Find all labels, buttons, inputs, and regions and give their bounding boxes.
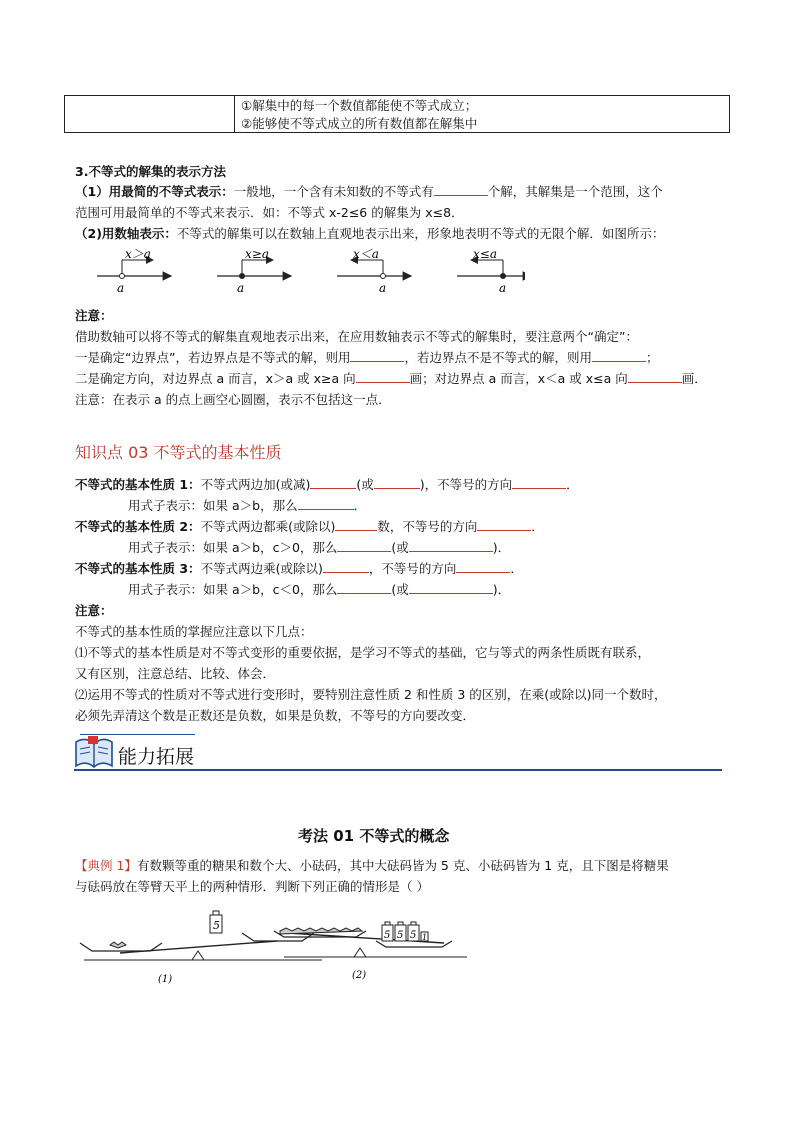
note1-l3b: 画；对边界点 a 而言，x＜a 或 x≤a 向: [409, 371, 628, 386]
prop2: [75, 517, 544, 535]
point-a: a: [379, 281, 387, 295]
prop3-c: ．: [510, 561, 523, 576]
fig1-label: (1): [158, 974, 173, 985]
blank: [477, 518, 531, 531]
number-line-ge: [217, 248, 291, 295]
weight-5g: [395, 922, 406, 941]
blank: [512, 476, 566, 489]
sec3-p1: [75, 182, 663, 200]
prop2-a: 不等式两边都乘(或除以): [200, 519, 336, 534]
label-ge: x≥a: [245, 248, 269, 261]
blank: [409, 539, 493, 552]
blank: [298, 497, 354, 510]
weight-5g: [382, 922, 393, 941]
prop1-a: 不等式两边加(或减): [200, 477, 311, 492]
number-line-gt: [97, 248, 171, 295]
note2-l1: 不等式的基本性质的掌握应注意以下几点：: [75, 624, 313, 639]
weight-label: 1: [422, 933, 428, 942]
number-line-lt: [337, 248, 411, 295]
prop3-formula-c: )．: [492, 582, 511, 597]
note1-l2c: ；: [645, 350, 659, 365]
blank: [337, 581, 391, 594]
prop2-formula: [128, 538, 510, 556]
book-icon: [74, 734, 114, 770]
note2-l3: 又有区别，注意总结、比较、体会．: [75, 666, 276, 681]
prop2-label: 不等式的基本性质 2：: [75, 519, 201, 534]
prop3: [75, 559, 523, 577]
note2-l5: 必须先弄清这个数是正数还是负数，如果是负数，不等号的方向要改变．: [75, 708, 476, 723]
prop2-formula-b: (或: [391, 540, 409, 555]
note1-l2b: ，若边界点不是不等式的解，则用: [404, 350, 592, 365]
sec3-p1-a: 一般地，一个含有未知数的不等式有: [233, 184, 434, 199]
note1-title: 注意：: [75, 308, 113, 323]
example-l2: 与砝码放在等臂天平上的两种情形．判断下列正确的情形是（ ）: [75, 879, 429, 894]
prop1: [75, 475, 579, 493]
prop1-formula-end: ．: [353, 498, 367, 513]
note2-title: 注意：: [75, 603, 113, 618]
note1-l2: [75, 348, 658, 366]
sec3-p1-label: （1）用最简的不等式表示：: [75, 184, 234, 199]
prop3-b: ，不等号的方向: [368, 561, 457, 576]
blank: [628, 370, 682, 383]
balance-figures: [72, 905, 472, 990]
blank: [323, 560, 369, 573]
blank: [374, 476, 420, 489]
sec3-p2: [75, 224, 664, 242]
note2-l2: ⑴不等式的基本性质是对不等式变形的重要依据，是学习不等式的基础，它与等式的两条性质既有联系，: [75, 645, 651, 660]
table-right-cell: [235, 96, 730, 133]
label-gt: x＞a: [125, 248, 151, 261]
weight-label: 5: [410, 930, 417, 941]
blank: [409, 581, 493, 594]
prop3-formula-b: (或: [391, 582, 409, 597]
number-line-le: [457, 248, 525, 295]
prop3-label: 不等式的基本性质 3：: [75, 561, 201, 576]
prop1-b: (或: [356, 477, 374, 492]
blank: [350, 349, 404, 362]
note1-l3: [75, 369, 707, 387]
blank: [434, 183, 488, 196]
sec3-p2-text: 不等式的解集可以在数轴上直观地表示出来，形象地表明不等式的无限个解．如图所示：: [176, 226, 665, 241]
prop3-formula-text: 用式子表示：如果 a＞b，c＜0，那么: [128, 582, 338, 597]
label-lt: x＜a: [353, 248, 379, 261]
weight-1g: [421, 932, 428, 942]
blank: [310, 476, 356, 489]
number-line-figures: [95, 248, 525, 296]
prop3-formula: [128, 580, 510, 598]
table-row1: ①解集中的每一个数值都能使不等式成立；: [241, 98, 478, 113]
fig2-label: (2): [352, 970, 367, 981]
sec3-p1-b: 个解，其解集是一个范围，这个: [487, 184, 663, 199]
example-l1-text: 有数颗等重的糖果和数个大、小砝码，其中大砝码皆为 5 克、小砝码皆为 1 克，且下图是将糖果: [136, 858, 669, 873]
ability-title: 能力拓展: [118, 746, 195, 768]
prop1-label: 不等式的基本性质 1：: [75, 477, 201, 492]
table-row2: ②能够使不等式成立的所有数值都在解集中: [241, 116, 478, 131]
prop1-formula-text: 用式子表示：如果 a＞b，那么: [128, 498, 298, 513]
point-a: a: [117, 281, 125, 295]
balance-figure-2: [274, 922, 467, 981]
example-tag: 【典例 1】: [75, 858, 137, 873]
candy-row-icon: [280, 928, 362, 934]
property-table: [64, 95, 730, 133]
note1-l2a: 一是确定“边界点”，若边界点是不等式的解，则用: [75, 350, 351, 365]
weight-label: 5: [384, 930, 391, 941]
label-le: x≤a: [473, 248, 497, 261]
note1-l3a: 二是确定方向，对边界点 a 而言，x＞a 或 x≥a 向: [75, 371, 356, 386]
sec3-p1-c: 范围可用最简单的不等式来表示．如：不等式 x-2≤6 的解集为 x≤8．: [75, 205, 464, 220]
balance-figure-1: [80, 911, 322, 985]
note1-l1: 借助数轴可以将不等式的解集直观地表示出来，在应用数轴表示不等式的解集时，要注意两个“确定”：: [75, 329, 638, 344]
prop2-c: ．: [531, 519, 544, 534]
weight-5g: [408, 922, 419, 941]
blank: [356, 370, 410, 383]
prop1-d: ．: [566, 477, 579, 492]
kp03-title: 知识点 03 不等式的基本性质: [75, 443, 282, 462]
candy-icon: [110, 942, 126, 948]
blank: [337, 539, 391, 552]
point-a: a: [499, 281, 507, 295]
banner-top-rule: [80, 734, 195, 735]
note1-l4: 注意：在表示 a 的点上画空心圆圈，表示不包括这一点．: [75, 392, 391, 407]
banner-bottom-rule: [74, 769, 722, 771]
prop1-c: )，不等号的方向: [419, 477, 513, 492]
prop2-formula-text: 用式子表示：如果 a＞b，c＞0，那么: [128, 540, 338, 555]
weight-label: 5: [213, 919, 220, 932]
blank: [592, 349, 646, 362]
prop2-b: 数，不等号的方向: [377, 519, 478, 534]
prop1-formula: [128, 496, 366, 514]
blank: [456, 560, 510, 573]
method-title: 考法 01 不等式的概念: [298, 827, 450, 845]
point-a: a: [237, 281, 245, 295]
sec3-p2-label: （2)用数轴表示：: [75, 226, 177, 241]
prop2-formula-c: )．: [492, 540, 511, 555]
prop3-a: 不等式两边乘(或除以): [200, 561, 323, 576]
table-left-cell: [65, 96, 235, 133]
weight-label: 5: [397, 930, 404, 941]
weight-5g: [210, 911, 222, 933]
note1-l3c: 画．: [681, 371, 707, 386]
note2-l4: ⑵运用不等式的性质对不等式进行变形时，要特别注意性质 2 和性质 3 的区别，在乘(或除以)同一个数时，: [75, 687, 667, 702]
section3-title: 3.不等式的解集的表示方法: [75, 164, 226, 179]
blank: [335, 518, 377, 531]
example-l1: [75, 856, 669, 874]
